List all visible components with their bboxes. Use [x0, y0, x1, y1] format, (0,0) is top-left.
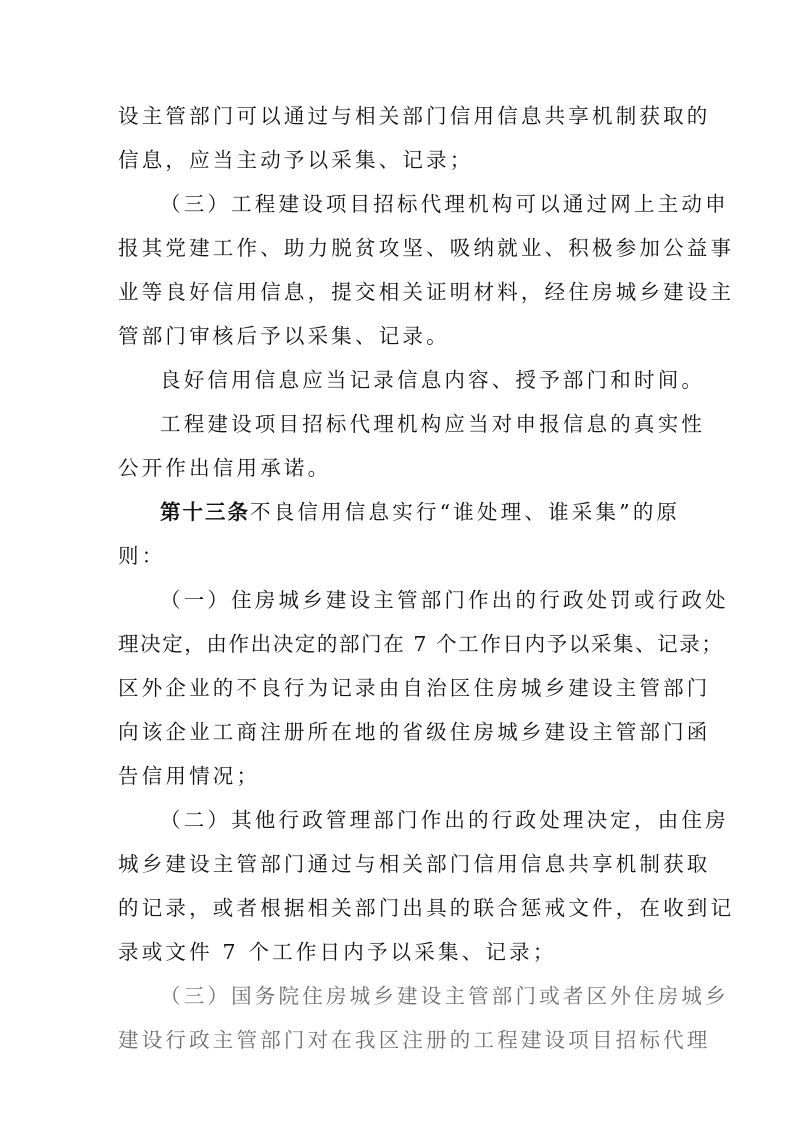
text-line: 的记录，或者根据相关部门出具的联合惩戒文件，在收到记: [118, 896, 735, 920]
text-line: 报其党建工作、助力脱贫攻坚、吸纳就业、积极参加公益事: [118, 236, 735, 260]
text-line: 良好信用信息应当记录信息内容、授予部门和时间。: [160, 368, 706, 392]
text-line: （二）其他行政管理部门作出的行政处理决定，由住房: [160, 808, 729, 832]
text-line: （三）国务院住房城乡建设主管部门或者区外住房城乡: [160, 984, 729, 1008]
text-line: （三）工程建设项目招标代理机构可以通过网上主动申: [160, 192, 729, 216]
text-line: 信息，应当主动予以采集、记录；: [118, 148, 474, 172]
article-heading-line: [160, 497, 680, 527]
text-line: 录或文件 7 个工作日内予以采集、记录；: [118, 940, 557, 964]
text-line: 区外企业的不良行为记录由自治区住房城乡建设主管部门: [118, 676, 711, 700]
text-line: 城乡建设主管部门通过与相关部门信用信息共享机制获取: [118, 852, 711, 876]
text-line: 建设行政主管部门对在我区注册的工程建设项目招标代理: [118, 1028, 711, 1052]
text-line: 理决定，由作出决定的部门在 7 个工作日内予以采集、记录；: [118, 632, 724, 656]
text-line: 向该企业工商注册所在地的省级住房城乡建设主管部门函: [118, 720, 711, 744]
text-line: 业等良好信用信息，提交相关证明材料，经住房城乡建设主: [118, 280, 735, 304]
text-line: （一）住房城乡建设主管部门作出的行政处罚或行政处: [160, 588, 729, 612]
text-line: 告信用情况；: [118, 764, 261, 788]
text-line: 则：: [118, 544, 166, 568]
article-text: 不良信用信息实行“谁处理、谁采集”的原: [250, 500, 681, 524]
text-line: 公开作出信用承诺。: [118, 456, 332, 480]
text-line: 设主管部门可以通过与相关部门信用信息共享机制获取的: [118, 104, 711, 128]
article-number: 第十三条: [160, 500, 250, 524]
text-line: 管部门审核后予以采集、记录。: [118, 324, 450, 348]
text-line: 工程建设项目招标代理机构应当对申报信息的真实性: [160, 412, 706, 436]
